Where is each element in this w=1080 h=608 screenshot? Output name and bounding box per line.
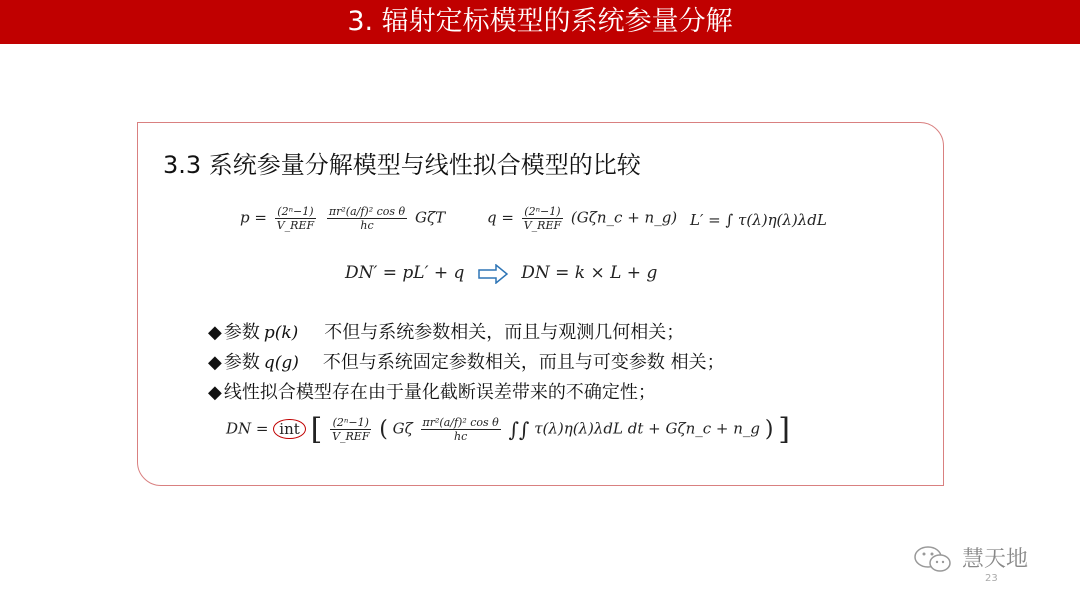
- p-frac-2: [327, 205, 407, 232]
- q-num: (2ⁿ−1): [522, 205, 563, 219]
- p-frac-1: [275, 205, 316, 232]
- bullet-item-1: [208, 318, 684, 344]
- int-highlight: int: [273, 419, 306, 439]
- left-bracket: [: [310, 412, 323, 447]
- p-lhs: p =: [240, 208, 267, 227]
- p-num-1: (2ⁿ−1): [275, 205, 316, 219]
- integral-sign: ∫∫: [508, 417, 530, 442]
- equation-p: [240, 205, 445, 232]
- bullet-text: 线性拟合模型存在由于量化截断误差带来的不确定性；: [223, 382, 656, 403]
- q-tail: (Gζn_c + n_g): [570, 208, 678, 227]
- equation-q: [487, 205, 677, 232]
- dn-linear-equation: DN = k × L + g: [521, 263, 658, 283]
- dn-prime-equation: DN′ = pL′ + q: [345, 263, 465, 283]
- final-num-1: (2ⁿ−1): [330, 416, 371, 430]
- q-lhs: q =: [487, 208, 514, 227]
- bullet-param: q(g): [263, 353, 299, 373]
- bullet-prefix: 参数: [223, 352, 260, 373]
- bullet-item-3: [208, 378, 656, 404]
- left-paren: (: [379, 417, 388, 442]
- final-tail: τ(λ)η(λ)λdL dt + Gζn_c + n_g: [534, 419, 761, 438]
- equation-l-prime: L′ = ∫ τ(λ)η(λ)λdL: [690, 211, 827, 229]
- arrow-right-icon: [478, 264, 508, 284]
- p-den-1: V_REF: [276, 219, 315, 232]
- p-tail: GζT: [414, 208, 446, 227]
- wechat-icon: [912, 544, 956, 574]
- page-number: 23: [985, 573, 998, 584]
- diamond-bullet-icon: ◆: [208, 322, 222, 343]
- bullet-item-2: [208, 348, 725, 374]
- final-equation: [226, 412, 790, 447]
- right-paren: ): [764, 417, 774, 442]
- p-num-2: πr²(a/f)² cos θ: [328, 205, 406, 218]
- q-den: V_REF: [523, 219, 562, 232]
- watermark-text: 慧天地: [962, 547, 1029, 572]
- final-num-2: πr²(a/f)² cos θ: [422, 416, 499, 429]
- dn-relation: [345, 263, 657, 284]
- final-lhs: DN =: [226, 419, 269, 438]
- q-frac: [522, 205, 563, 232]
- title-banner: [0, 0, 1080, 44]
- final-g: Gζ: [392, 419, 413, 438]
- final-den-2: hc: [454, 430, 468, 443]
- section-heading: 3.3 系统参量分解模型与线性拟合模型的比较: [163, 151, 641, 179]
- final-den-1: V_REF: [332, 430, 370, 443]
- bullet-prefix: 参数: [223, 322, 260, 343]
- final-frac-1: [330, 416, 371, 443]
- bullet-text: 不但与系统固定参数相关，而且与可变参数 相关；: [322, 352, 725, 373]
- bullet-text: 不但与系统参数相关，而且与观测几何相关；: [324, 322, 685, 343]
- slide-title: 3. 辐射定标模型的系统参量分解: [347, 6, 733, 37]
- bullet-param: p(k): [263, 323, 299, 343]
- p-den-2: hc: [360, 219, 374, 232]
- final-frac-2: [421, 416, 501, 443]
- diamond-bullet-icon: ◆: [208, 352, 222, 373]
- diamond-bullet-icon: ◆: [208, 382, 222, 403]
- right-bracket: ]: [778, 412, 790, 447]
